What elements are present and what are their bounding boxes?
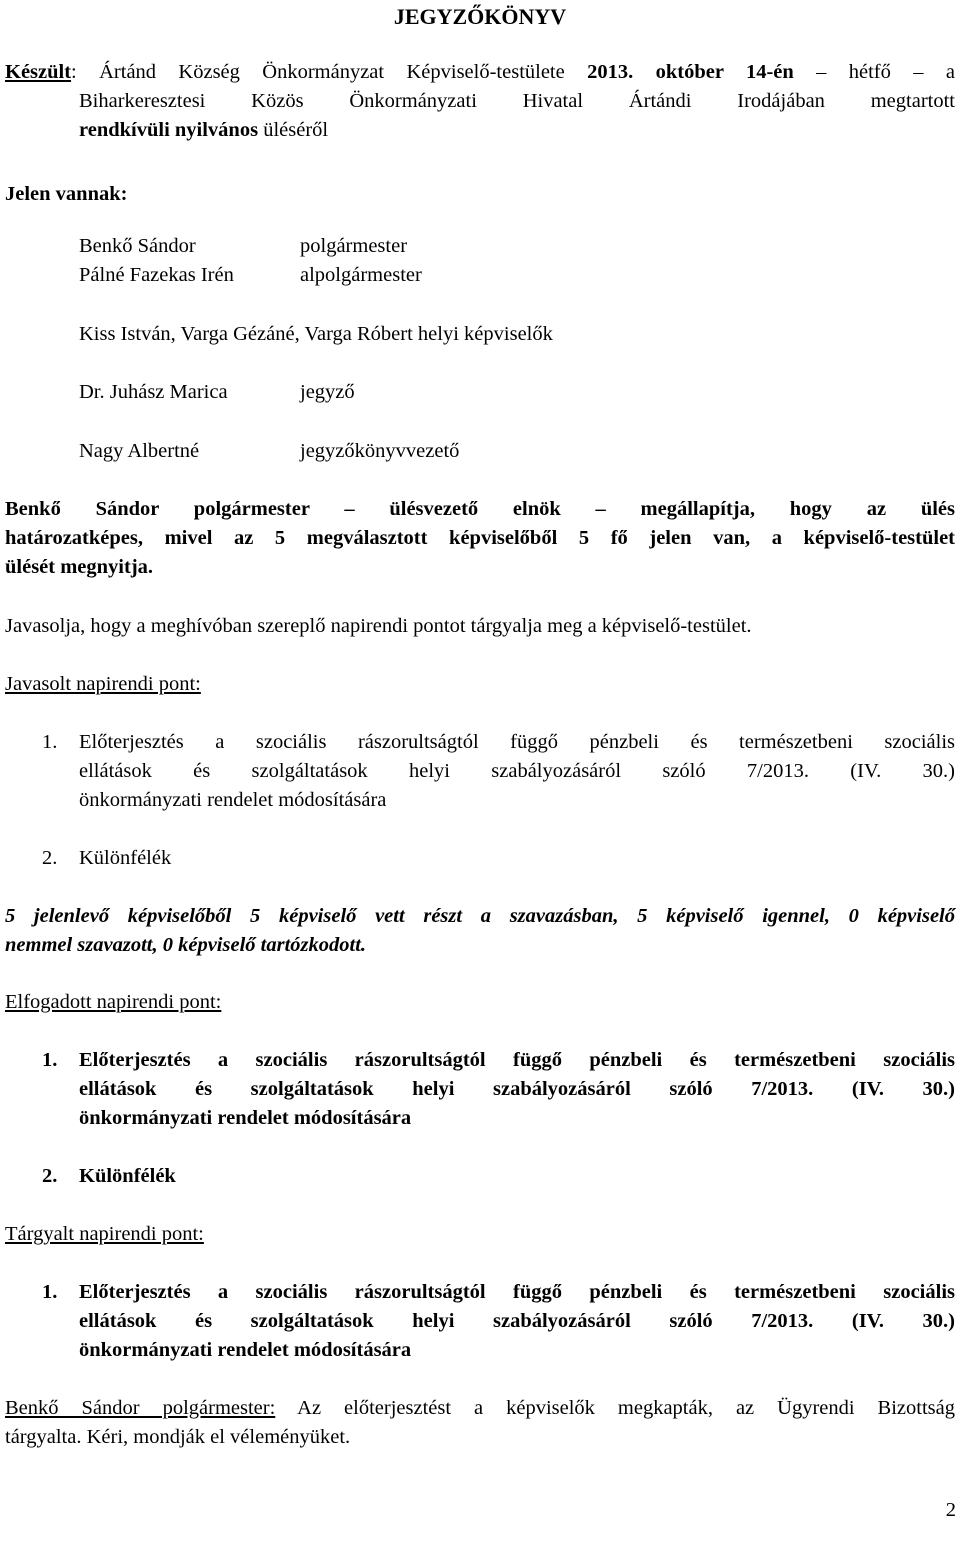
intro-line-2: Biharkeresztesi Közös Önkormányzati Hivatal Ártándi Irodájában megtartott [79, 90, 955, 112]
person-role: jegyző [300, 381, 355, 403]
present-heading: Jelen vannak: [5, 183, 128, 205]
representatives-line: Kiss István, Varga Gézáné, Varga Róbert helyi képviselők [79, 323, 553, 345]
proposed-agenda-heading: Javasolt napirendi pont: [5, 673, 201, 695]
agenda-item-number: 2. [42, 847, 58, 869]
proposal-text: Javasolja, hogy a meghívóban szereplő napirendi pontot tárgyalja meg a képviselő-testület. [5, 615, 752, 637]
meeting-date: 2013. október 14-én [587, 61, 794, 83]
statement-line-2: tárgyalta. Kéri, mondják el véleményüket. [5, 1426, 351, 1448]
agenda-item-number: 1. [42, 1049, 58, 1071]
page-number: 2 [945, 1499, 956, 1521]
discussed-agenda-heading: Tárgyalt napirendi pont: [5, 1223, 204, 1245]
proposed-agenda-item-1: Előterjesztés a szociális rászorultságtól függő pénzbeli és természetbeni szociális ellátások és szolgáltatások helyi szabályozásáról szóló 7/2013. (IV. 30.) önkormányzati rendelet módosítására [79, 731, 955, 811]
document-title: JEGYZŐKÖNYV [393, 4, 567, 29]
person-name: Dr. Juhász Marica [79, 381, 228, 403]
intro-line-1: Készült: Ártánd Község Önkormányzat Képviselő-testülete 2013. október 14-én – hétfő – a [5, 61, 955, 83]
agenda-item-number: 1. [42, 731, 58, 753]
accepted-agenda-item-2: Különfélék [79, 1165, 176, 1187]
person-role: alpolgármester [300, 264, 422, 286]
meeting-type: rendkívüli nyilvános [79, 119, 259, 141]
discussed-agenda-item-1: Előterjesztés a szociális rászorultságtól függő pénzbeli és természetbeni szociális ellátások és szolgáltatások helyi szabályozásáról szóló 7/2013. (IV. 30.) önkormányzati rendelet módosítására [79, 1281, 955, 1361]
present-staff [0, 378, 960, 468]
opening-paragraph: Benkő Sándor polgármester – ülésvezető elnök – megállapítja, hogy az ülés határozatképes, mivel az 5 megválasztott képviselőből 5 fő jelen van, a képviselő-testület ülését megnyitja. [5, 498, 955, 578]
agenda-item-number: 1. [42, 1281, 58, 1303]
intro-paragraph [5, 58, 955, 87]
person-name: Benkő Sándor [79, 235, 196, 257]
agenda-item-number: 2. [42, 1165, 58, 1187]
vote-result: 5 jelenlevő képviselőből 5 képviselő vett részt a szavazásban, 5 képviselő igennel, 0 képviselő nemmel szavazott, 0 képviselő tartózkodott. [5, 905, 955, 956]
person-role: polgármester [300, 235, 408, 257]
person-name: Pálné Fazekas Irén [79, 264, 234, 286]
accepted-agenda-heading: Elfogadott napirendi pont: [5, 991, 222, 1013]
statement-paragraph [5, 1394, 955, 1452]
statement-line-1: Benkő Sándor polgármester: Az előterjesztést a képviselők megkapták, az Ügyrendi Bizottság [5, 1397, 955, 1419]
person-name: Nagy Albertné [79, 440, 200, 462]
intro-line-3: rendkívüli nyilvános üléséről [79, 119, 329, 141]
present-officials [0, 232, 960, 292]
accepted-agenda-item-1: Előterjesztés a szociális rászorultságtól függő pénzbeli és természetbeni szociális ellátások és szolgáltatások helyi szabályozásáról szóló 7/2013. (IV. 30.) önkormányzati rendelet módosítására [79, 1049, 955, 1129]
person-role: jegyzőkönyvvezető [300, 440, 460, 462]
speaker-name: Benkő Sándor polgármester: [5, 1397, 276, 1419]
intro-label: Készült [5, 61, 72, 83]
proposed-agenda-item-2: Különfélék [79, 847, 172, 869]
intro-continuation [79, 87, 955, 145]
